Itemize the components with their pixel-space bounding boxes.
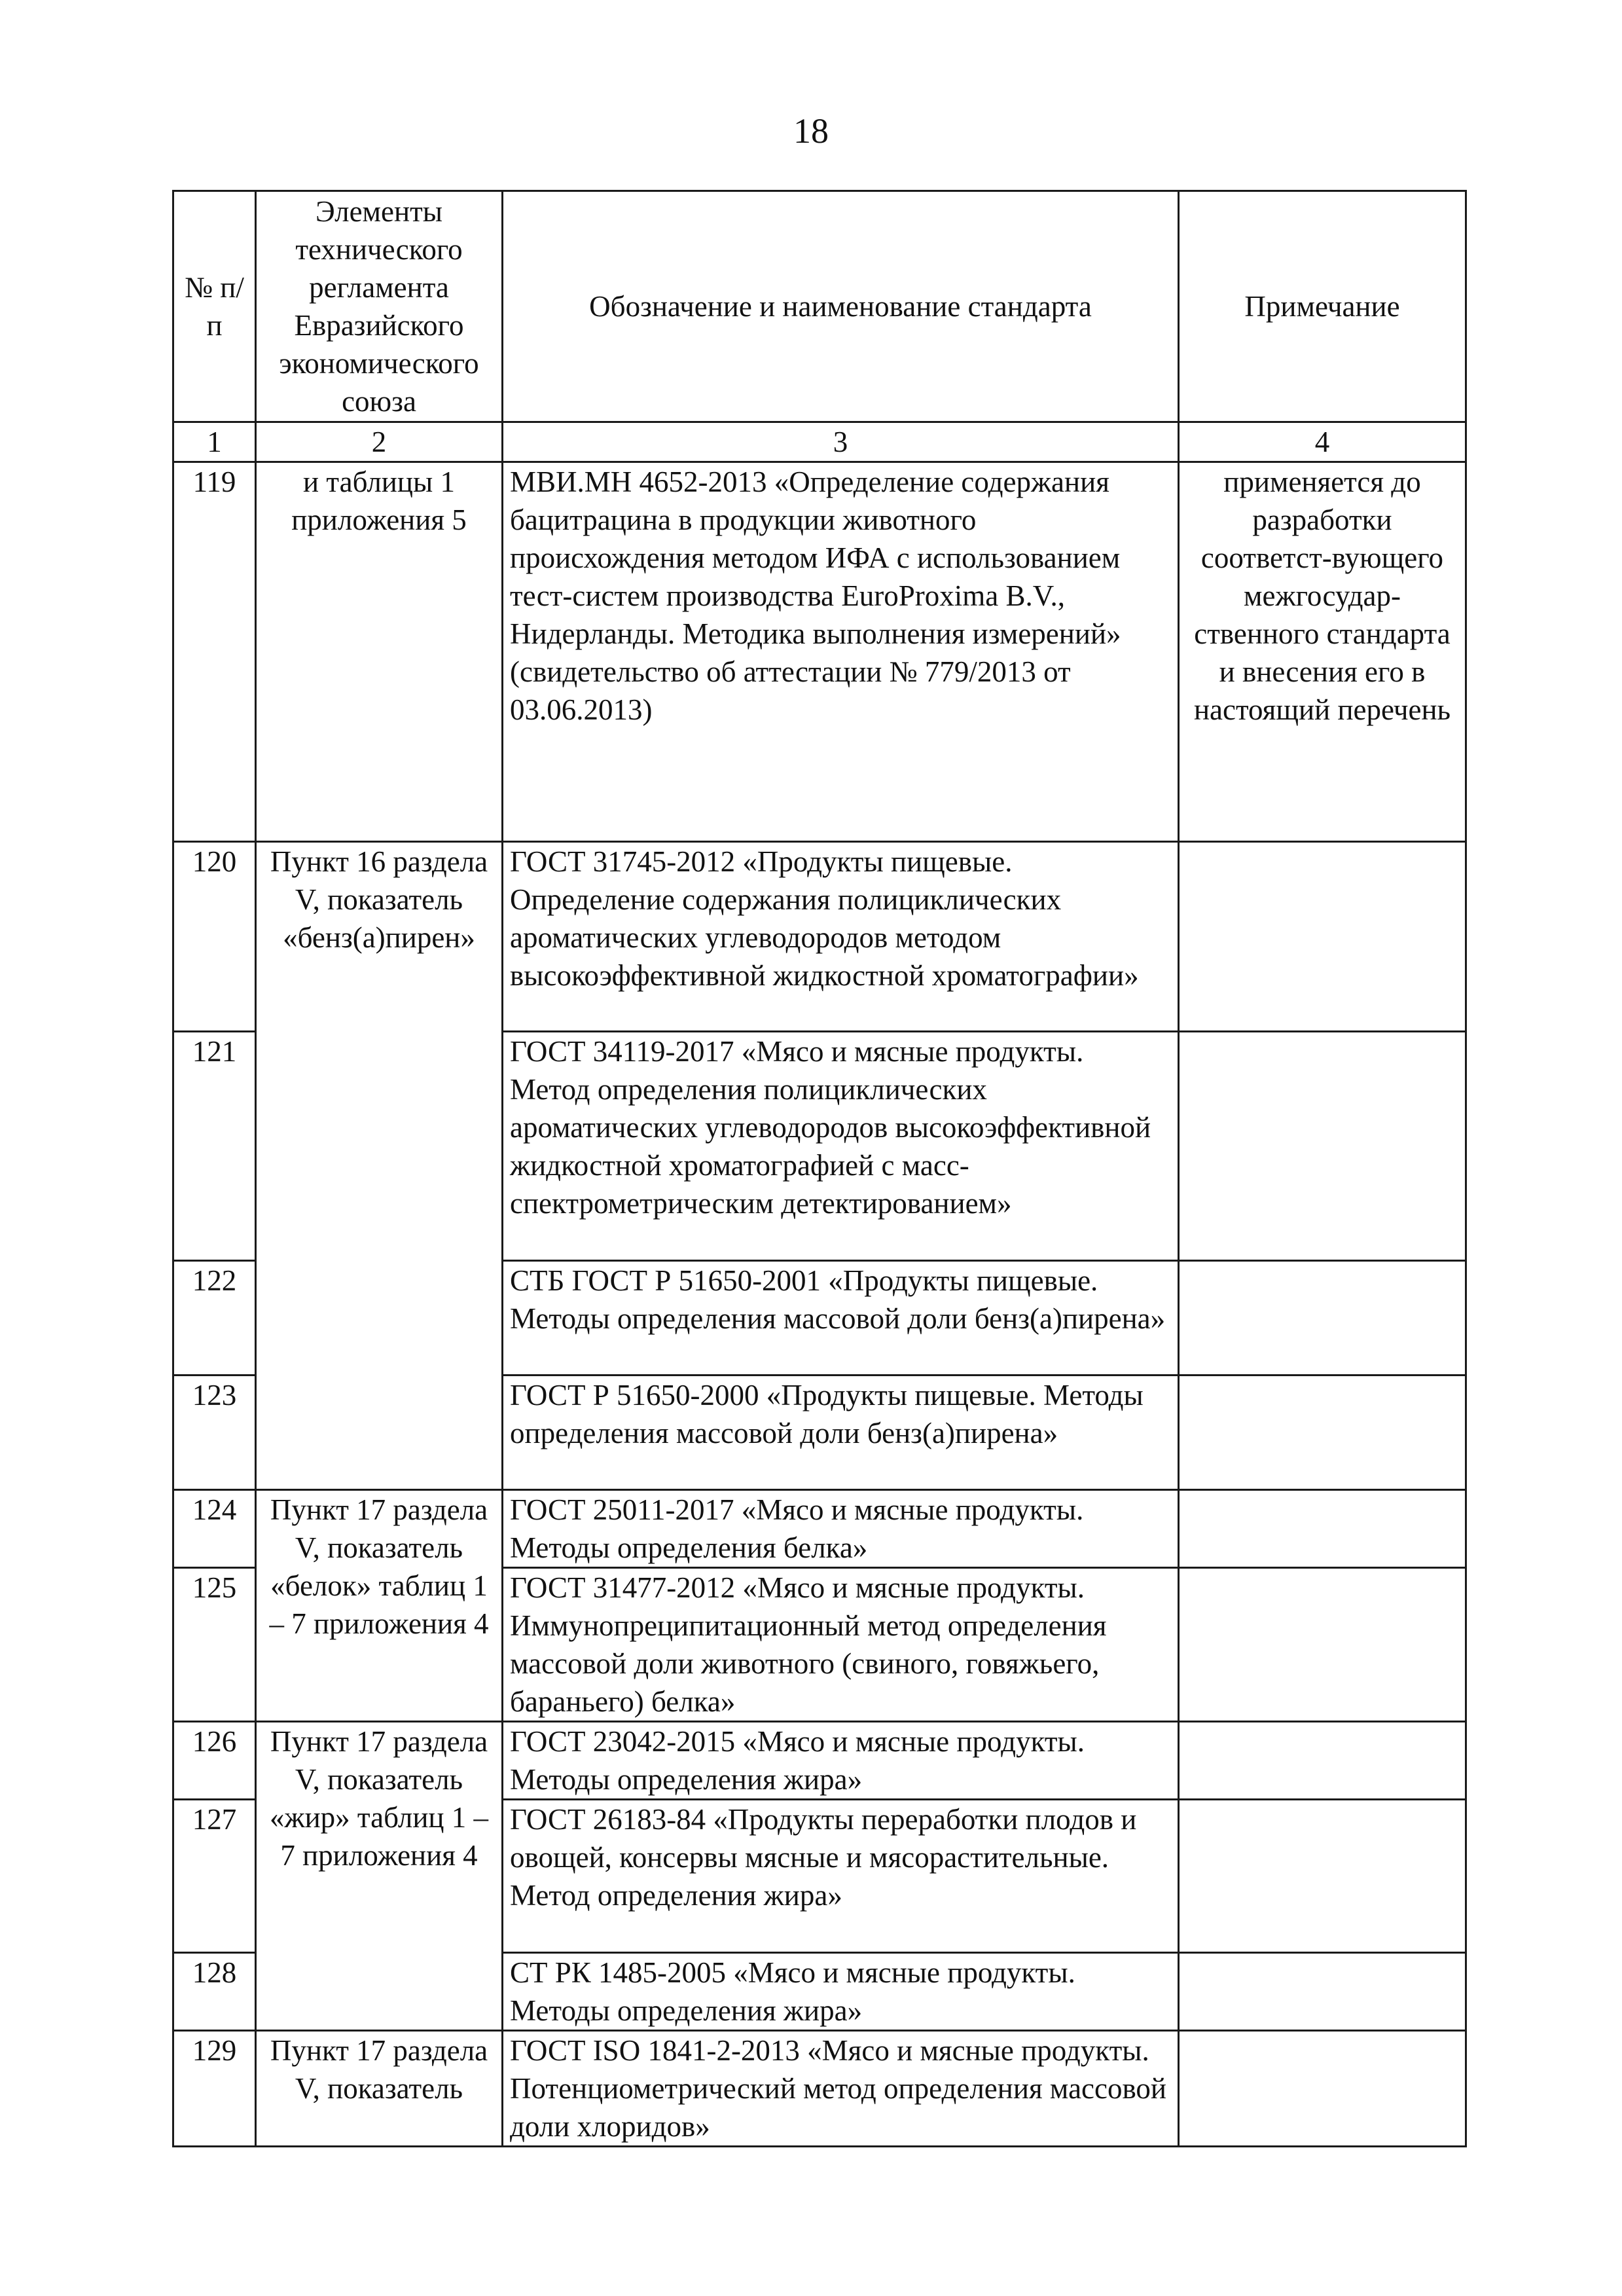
column-number: 4 [1179,422,1466,462]
table-row [173,2031,1466,2147]
element-cell: Пункт 16 раздела V, показатель «бенз(а)пирен» [256,842,503,1490]
standard-cell: СТБ ГОСТ Р 51650-2001 «Продукты пищевые. Методы определения массовой доли бенз(а)пирена» [503,1261,1179,1376]
column-number: 3 [503,422,1179,462]
note-cell [1179,842,1466,1032]
standard-cell: ГОСТ 23042-2015 «Мясо и мясные продукты. Методы определения жира» [503,1722,1179,1800]
note-cell [1179,1722,1466,1800]
row-number: 123 [173,1376,256,1490]
note-cell [1179,1953,1466,2031]
standard-cell: ГОСТ ISO 1841-2-2013 «Мясо и мясные продукты. Потенциометрический метод определения массовой доли хлоридов» [503,2031,1179,2147]
standard-cell: ГОСТ 31477-2012 «Мясо и мясные продукты. Иммунопреципитационный метод определения массовой доли животного (свиного, говяжьего, бараньего) белка» [503,1568,1179,1722]
row-number: 122 [173,1261,256,1376]
note-cell [1179,1490,1466,1568]
note-cell [1179,2031,1466,2147]
column-number: 1 [173,422,256,462]
standard-cell: ГОСТ 26183-84 «Продукты переработки плодов и овощей, консервы мясные и мясорастительные. Метод определения жира» [503,1800,1179,1953]
element-cell: Пункт 17 раздела V, показатель «жир» таблиц 1 – 7 приложения 4 [256,1722,503,2031]
standard-cell: ГОСТ 34119-2017 «Мясо и мясные продукты. Метод определения полициклических ароматических углеводородов высокоэффективной жидкостной хроматографией с масс-спектрометрическим детектированием» [503,1032,1179,1261]
table-row [173,842,1466,1032]
element-cell: Пункт 17 раздела V, показатель [256,2031,503,2147]
page-number: 18 [793,111,829,151]
table-row [173,1490,1466,1568]
header-element: Элементы технического регламента Евразийского экономического союза [256,191,503,422]
note-cell [1179,1261,1466,1376]
row-number: 127 [173,1800,256,1953]
table-row [173,462,1466,842]
standard-cell: ГОСТ 31745-2012 «Продукты пищевые. Определение содержания полициклических ароматических углеводородов методом высокоэффективной жидкостной хроматографии» [503,842,1179,1032]
table-header-row [173,191,1466,422]
standards-table [172,190,1467,2147]
row-number: 119 [173,462,256,842]
column-number: 2 [256,422,503,462]
row-number: 121 [173,1032,256,1261]
standard-cell: ГОСТ 25011-2017 «Мясо и мясные продукты. Методы определения белка» [503,1490,1179,1568]
note-cell [1179,1568,1466,1722]
standard-cell: СТ РК 1485-2005 «Мясо и мясные продукты. Методы определения жира» [503,1953,1179,2031]
header-standard: Обозначение и наименование стандарта [503,191,1179,422]
note-cell [1179,1376,1466,1490]
row-number: 120 [173,842,256,1032]
element-cell: и таблицы 1 приложения 5 [256,462,503,842]
row-number: 124 [173,1490,256,1568]
table-row [173,1722,1466,1800]
column-number-row [173,422,1466,462]
row-number: 126 [173,1722,256,1800]
header-num: № п/п [173,191,256,422]
standard-cell: МВИ.МН 4652-2013 «Определение содержания бацитрацина в продукции животного происхождения методом ИФА с использованием тест-систем производства EuroProxima B.V., Нидерланды. Методика выполнения измерений» (свидетельство об аттестации № 779/2013 от 03.06.2013) [503,462,1179,842]
row-number: 125 [173,1568,256,1722]
note-cell [1179,1032,1466,1261]
header-note: Примечание [1179,191,1466,422]
row-number: 128 [173,1953,256,2031]
element-cell: Пункт 17 раздела V, показатель «белок» таблиц 1 – 7 приложения 4 [256,1490,503,1722]
row-number: 129 [173,2031,256,2147]
note-cell: применяется до разработки соответст-вующего межгосудар-ственного стандарта и внесения его в настоящий перечень [1179,462,1466,842]
standard-cell: ГОСТ Р 51650-2000 «Продукты пищевые. Методы определения массовой доли бенз(а)пирена» [503,1376,1179,1490]
note-cell [1179,1800,1466,1953]
